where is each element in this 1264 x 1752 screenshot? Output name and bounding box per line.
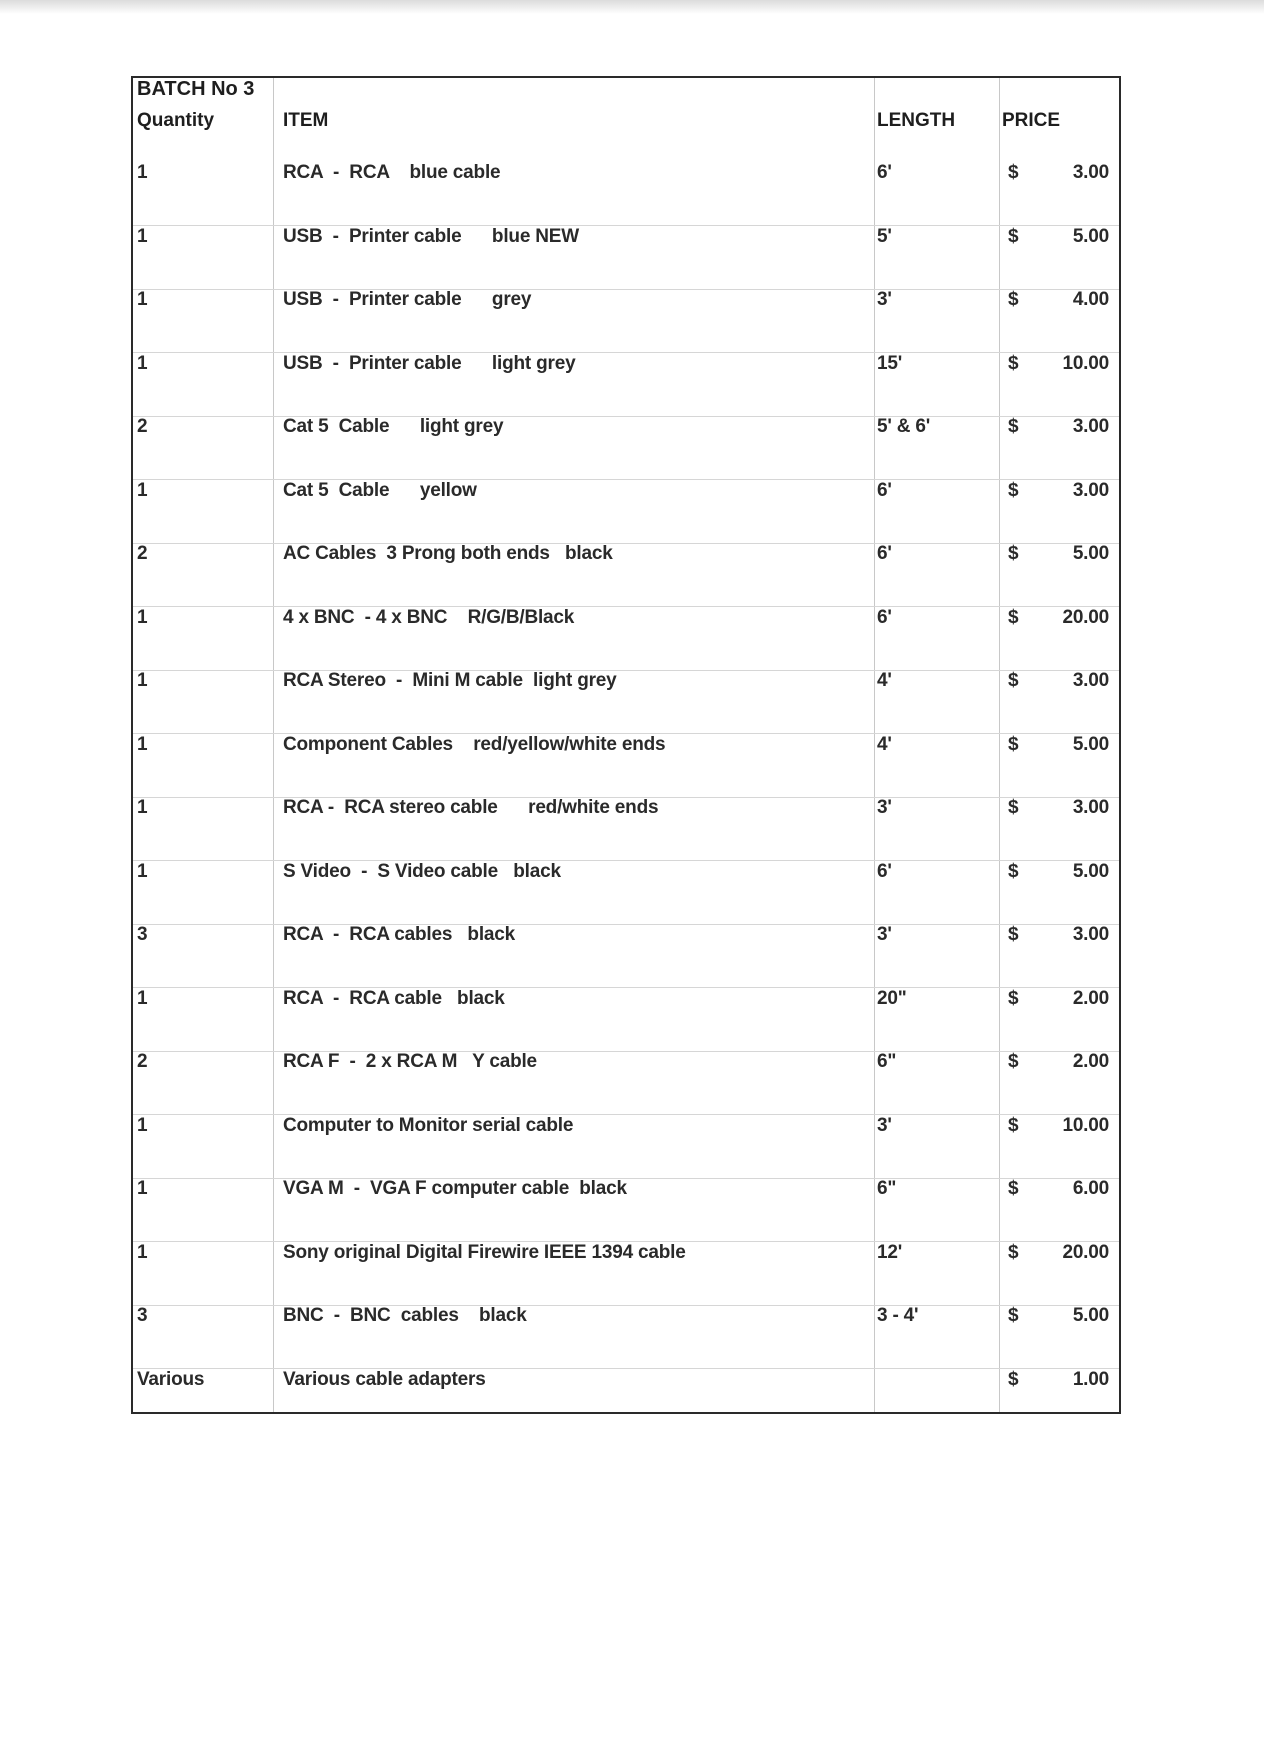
item-cell: Sony original Digital Firewire IEEE 1394 cable bbox=[283, 1241, 686, 1263]
length-cell: 3 - 4' bbox=[877, 1305, 919, 1326]
table-row bbox=[133, 162, 1119, 226]
item-cell: RCA - RCA cable black bbox=[283, 987, 505, 1009]
quantity-cell: 1 bbox=[137, 987, 148, 1009]
table-row bbox=[133, 861, 1119, 925]
quantity-cell: 1 bbox=[137, 352, 148, 374]
header-quantity: Quantity bbox=[137, 110, 215, 131]
price-cell: 10.00 bbox=[1062, 1114, 1109, 1136]
currency-cell: $ bbox=[1008, 225, 1019, 247]
item-cell: VGA M - VGA F computer cable black bbox=[283, 1178, 627, 1199]
price-cell: 20.00 bbox=[1062, 606, 1109, 628]
table-row bbox=[133, 1369, 1119, 1433]
length-cell: 15' bbox=[877, 352, 903, 374]
table-row bbox=[133, 1305, 1119, 1369]
quantity-cell: 1 bbox=[137, 860, 148, 882]
item-cell: Component Cables red/yellow/white ends bbox=[283, 733, 666, 755]
currency-cell: $ bbox=[1008, 924, 1019, 945]
price-cell: 4.00 bbox=[1072, 289, 1109, 310]
table-row bbox=[133, 416, 1119, 480]
currency-cell: $ bbox=[1008, 543, 1019, 564]
price-cell: 1.00 bbox=[1072, 1368, 1109, 1390]
price-cell: 3.00 bbox=[1072, 479, 1109, 501]
currency-cell: $ bbox=[1008, 987, 1019, 1009]
quantity-cell: 1 bbox=[137, 1241, 148, 1263]
table-row bbox=[133, 226, 1119, 290]
price-cell: 5.00 bbox=[1072, 543, 1109, 564]
quantity-cell: 1 bbox=[137, 289, 148, 310]
length-cell: 5' & 6' bbox=[877, 416, 931, 437]
quantity-cell: 1 bbox=[137, 670, 148, 691]
currency-cell: $ bbox=[1008, 1051, 1019, 1072]
table-row bbox=[133, 1051, 1119, 1115]
table-row bbox=[133, 480, 1119, 544]
quantity-cell: 1 bbox=[137, 479, 148, 501]
currency-cell: $ bbox=[1008, 797, 1019, 818]
table-row bbox=[133, 734, 1119, 798]
price-cell: 3.00 bbox=[1072, 797, 1109, 818]
currency-cell: $ bbox=[1008, 1368, 1019, 1390]
price-cell: 3.00 bbox=[1072, 162, 1109, 183]
table-row bbox=[133, 988, 1119, 1052]
item-cell: Computer to Monitor serial cable bbox=[283, 1114, 574, 1136]
length-cell: 3' bbox=[877, 289, 892, 310]
length-cell: 4' bbox=[877, 733, 892, 755]
item-cell: BNC - BNC cables black bbox=[283, 1305, 527, 1326]
table-row bbox=[133, 797, 1119, 861]
item-cell: RCA - RCA cables black bbox=[283, 924, 516, 945]
length-cell: 6' bbox=[877, 860, 892, 882]
price-cell: 6.00 bbox=[1072, 1178, 1109, 1199]
quantity-cell: 1 bbox=[137, 162, 148, 183]
quantity-cell: 1 bbox=[137, 1114, 148, 1136]
price-cell: 5.00 bbox=[1072, 1305, 1109, 1326]
table-row bbox=[133, 1242, 1119, 1306]
quantity-cell: 1 bbox=[137, 606, 148, 628]
header-item: ITEM bbox=[283, 110, 329, 131]
table-row bbox=[133, 353, 1119, 417]
price-cell: 2.00 bbox=[1072, 1051, 1109, 1072]
header-length: LENGTH bbox=[877, 110, 956, 131]
currency-cell: $ bbox=[1008, 670, 1019, 691]
scan-edge-shadow bbox=[0, 0, 1264, 14]
quantity-cell: 1 bbox=[137, 225, 148, 247]
price-cell: 2.00 bbox=[1072, 987, 1109, 1009]
length-cell: 3' bbox=[877, 797, 892, 818]
quantity-cell: 1 bbox=[137, 797, 148, 818]
currency-cell: $ bbox=[1008, 479, 1019, 501]
quantity-cell: 3 bbox=[137, 1305, 148, 1326]
quantity-cell: 1 bbox=[137, 1178, 148, 1199]
length-cell: 6" bbox=[877, 1051, 897, 1072]
quantity-cell: 2 bbox=[137, 543, 148, 564]
item-cell: RCA - RCA blue cable bbox=[283, 162, 501, 183]
length-cell: 6" bbox=[877, 1178, 897, 1199]
item-cell: USB - Printer cable grey bbox=[283, 289, 532, 310]
quantity-cell: 3 bbox=[137, 924, 148, 945]
length-cell: 4' bbox=[877, 670, 892, 691]
price-cell: 3.00 bbox=[1072, 924, 1109, 945]
item-cell: S Video - S Video cable black bbox=[283, 860, 561, 882]
currency-cell: $ bbox=[1008, 1178, 1019, 1199]
item-cell: RCA Stereo - Mini M cable light grey bbox=[283, 670, 617, 691]
price-cell: 3.00 bbox=[1072, 670, 1109, 691]
table-row bbox=[133, 924, 1119, 988]
currency-cell: $ bbox=[1008, 1114, 1019, 1136]
quantity-cell: 1 bbox=[137, 733, 148, 755]
price-list-table bbox=[131, 76, 1121, 1414]
currency-cell: $ bbox=[1008, 1241, 1019, 1263]
price-cell: 5.00 bbox=[1072, 225, 1109, 247]
price-cell: 3.00 bbox=[1072, 416, 1109, 437]
length-cell: 6' bbox=[877, 606, 892, 628]
item-cell: 4 x BNC - 4 x BNC R/G/B/Black bbox=[283, 606, 575, 628]
currency-cell: $ bbox=[1008, 733, 1019, 755]
length-cell: 6' bbox=[877, 543, 892, 564]
currency-cell: $ bbox=[1008, 416, 1019, 437]
length-cell: 5' bbox=[877, 225, 892, 247]
batch-title: BATCH No 3 bbox=[137, 78, 255, 100]
table-row bbox=[133, 289, 1119, 353]
currency-cell: $ bbox=[1008, 860, 1019, 882]
length-cell: 12' bbox=[877, 1241, 903, 1263]
length-cell: 3' bbox=[877, 1114, 892, 1136]
quantity-cell: 2 bbox=[137, 1051, 148, 1072]
header-price: PRICE bbox=[1002, 110, 1061, 131]
table-row bbox=[133, 670, 1119, 734]
currency-cell: $ bbox=[1008, 162, 1019, 183]
table-row bbox=[133, 543, 1119, 607]
item-cell: RCA - RCA stereo cable red/white ends bbox=[283, 797, 659, 818]
currency-cell: $ bbox=[1008, 289, 1019, 310]
item-cell: Various cable adapters bbox=[283, 1368, 486, 1390]
length-cell: 6' bbox=[877, 162, 892, 183]
currency-cell: $ bbox=[1008, 1305, 1019, 1326]
item-cell: USB - Printer cable blue NEW bbox=[283, 225, 579, 247]
price-cell: 10.00 bbox=[1062, 352, 1109, 374]
length-cell: 20" bbox=[877, 987, 907, 1009]
item-cell: Cat 5 Cable yellow bbox=[283, 479, 477, 501]
table-row bbox=[133, 1115, 1119, 1179]
quantity-cell: Various bbox=[137, 1368, 205, 1390]
item-cell: AC Cables 3 Prong both ends black bbox=[283, 543, 613, 564]
item-cell: Cat 5 Cable light grey bbox=[283, 416, 504, 437]
price-cell: 5.00 bbox=[1072, 860, 1109, 882]
length-cell: 6' bbox=[877, 479, 892, 501]
price-cell: 20.00 bbox=[1062, 1241, 1109, 1263]
table-row bbox=[133, 1178, 1119, 1242]
item-cell: RCA F - 2 x RCA M Y cable bbox=[283, 1051, 537, 1072]
currency-cell: $ bbox=[1008, 352, 1019, 374]
item-cell: USB - Printer cable light grey bbox=[283, 352, 576, 374]
price-cell: 5.00 bbox=[1072, 733, 1109, 755]
table-row bbox=[133, 607, 1119, 671]
length-cell: 3' bbox=[877, 924, 892, 945]
currency-cell: $ bbox=[1008, 606, 1019, 628]
quantity-cell: 2 bbox=[137, 416, 148, 437]
